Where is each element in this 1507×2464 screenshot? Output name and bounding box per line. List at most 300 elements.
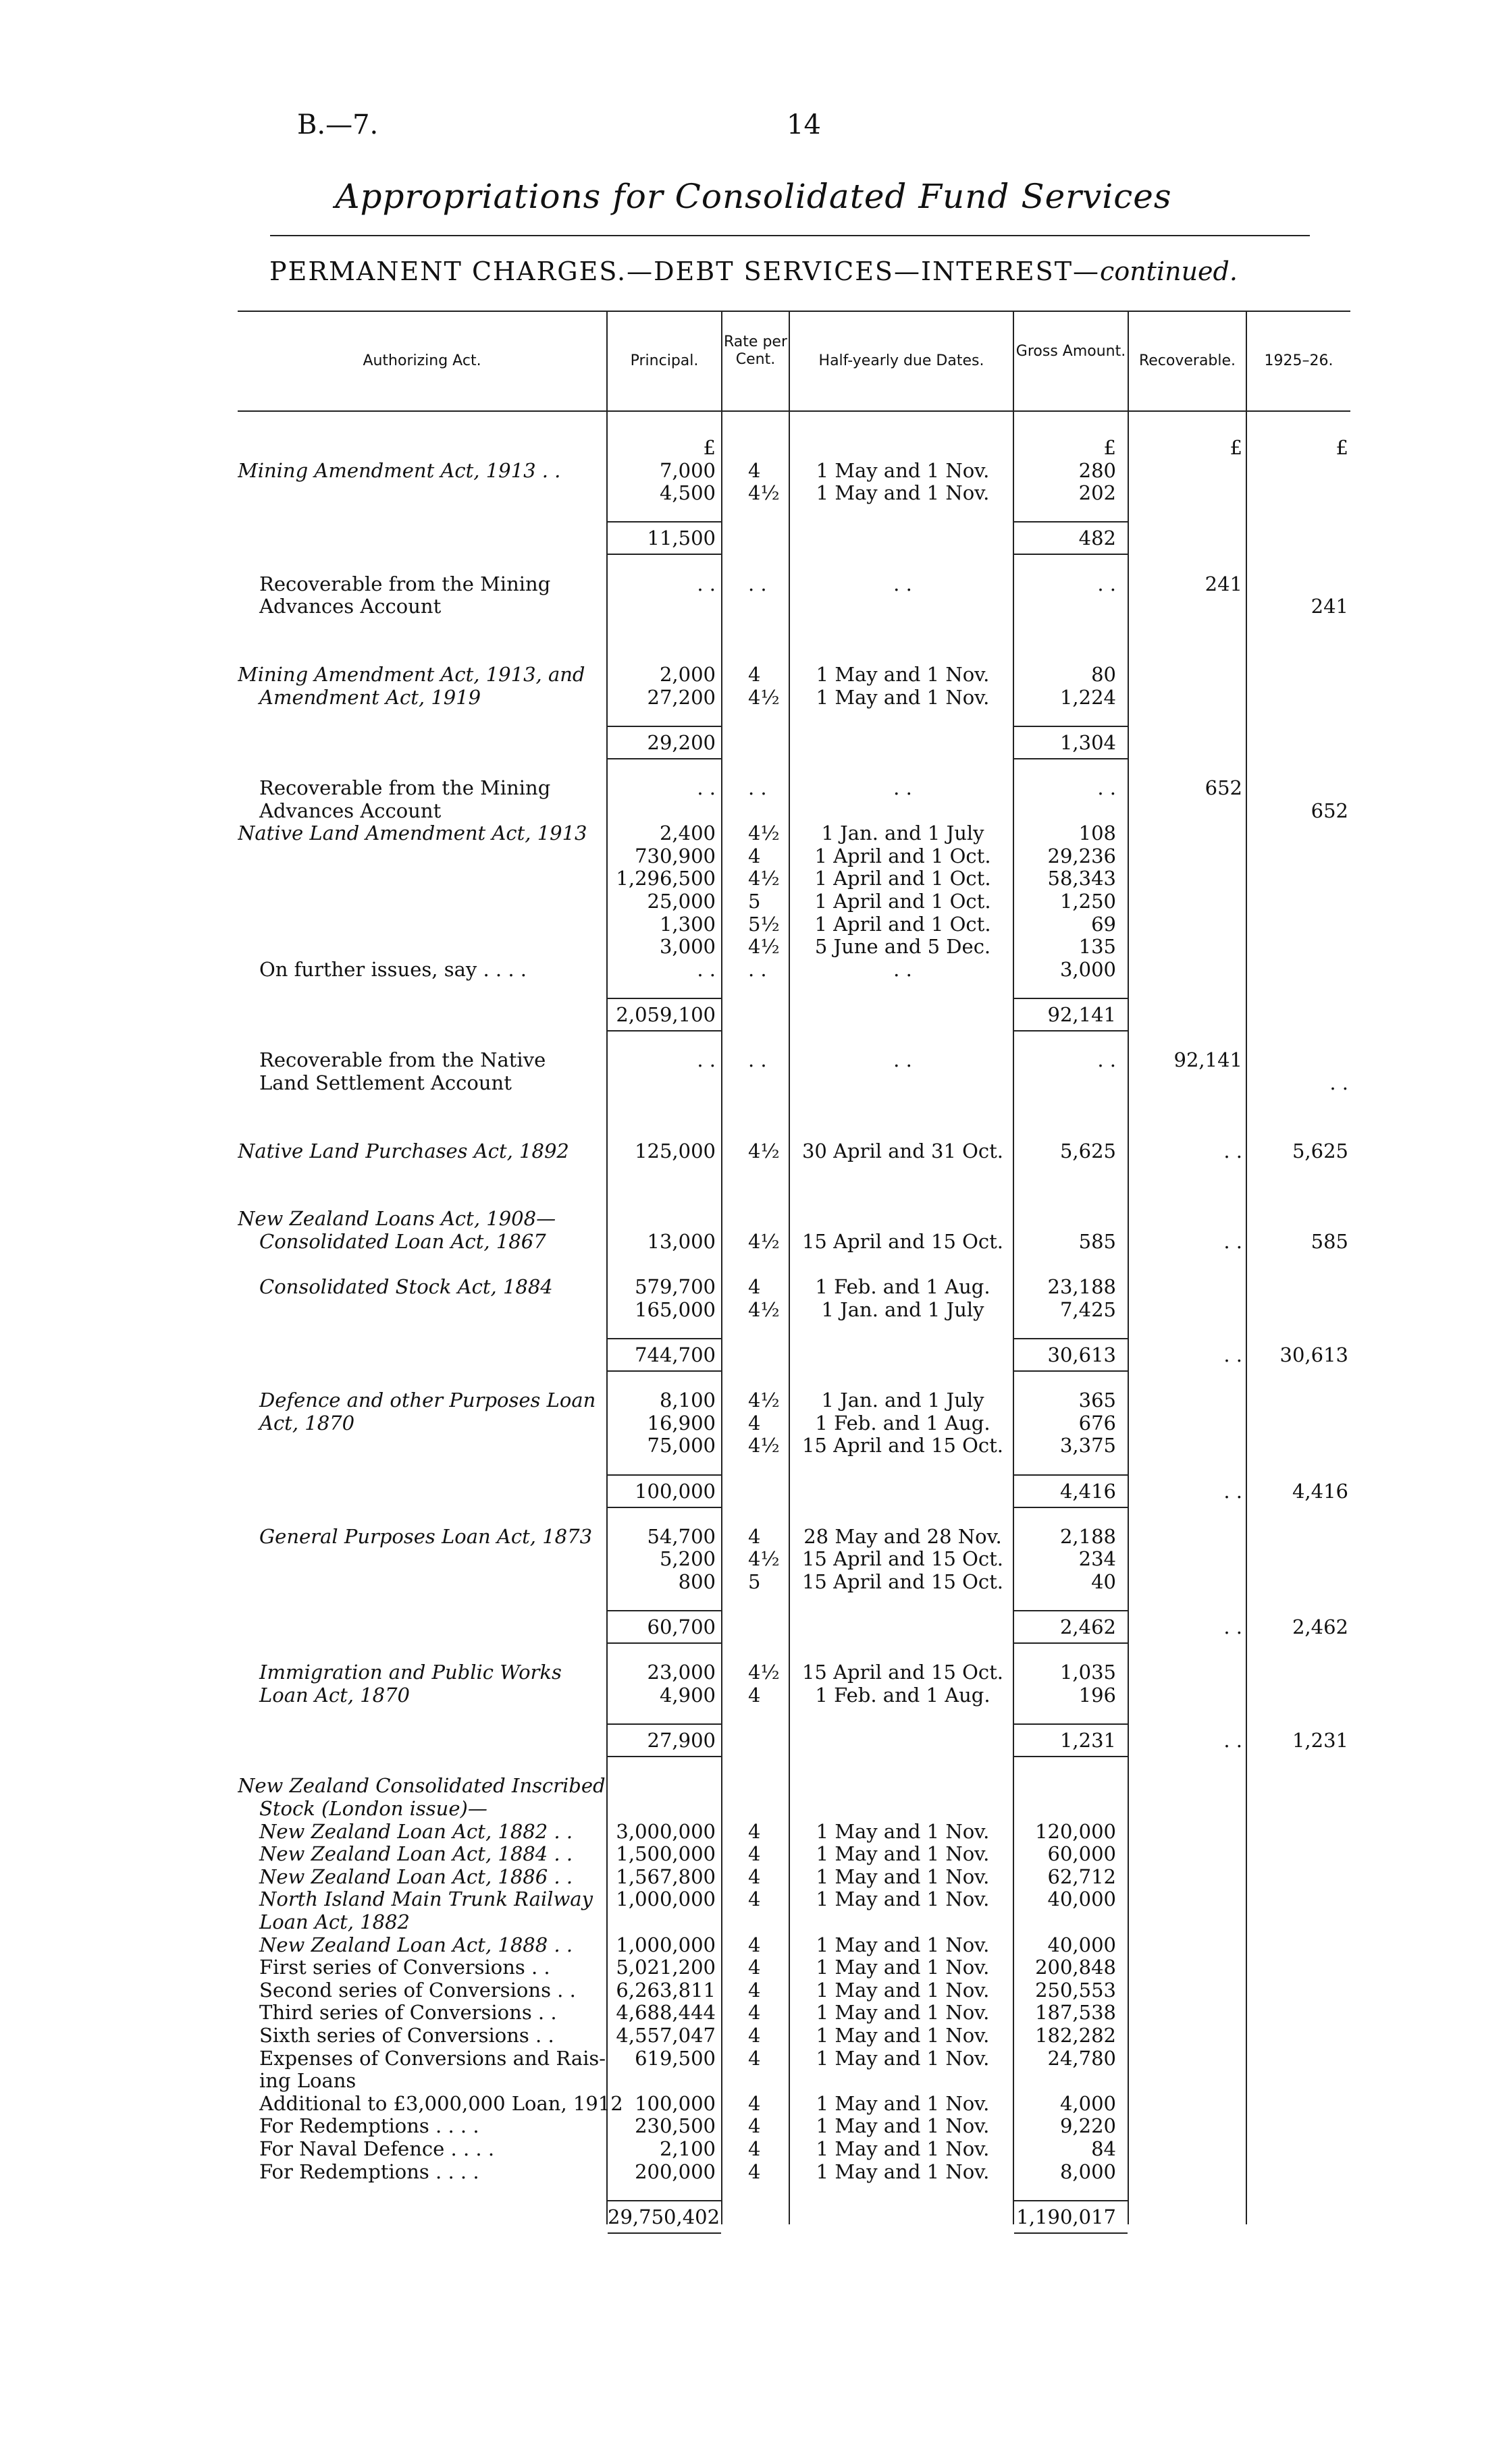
total-rule	[1014, 1610, 1128, 1611]
total-underline	[608, 554, 721, 555]
dates-cell: 1 Jan. and 1 July	[821, 1297, 984, 1321]
year-total-cell: . .	[1329, 1071, 1348, 1094]
total-rule	[608, 1338, 721, 1339]
rate-cell: 5½	[748, 912, 780, 936]
table-row	[0, 958, 1507, 981]
dates-cell: 1 May and 1 Nov.	[816, 1933, 990, 1956]
gross-cell: 29,236	[1047, 844, 1116, 867]
dates-cell: 1 May and 1 Nov.	[816, 2137, 990, 2160]
act-cell: Act, 1870	[259, 1411, 355, 1435]
rate-cell: 4	[748, 1933, 761, 1956]
total-rule	[608, 2200, 721, 2201]
gross-cell: 482	[1078, 527, 1116, 550]
year-total-cell: 5,625	[1292, 1139, 1348, 1162]
gross-cell: 3,000	[1059, 957, 1116, 981]
year-total-cell: £	[1336, 436, 1348, 459]
year-total-cell: 241	[1311, 595, 1348, 618]
rate-cell: 5	[748, 890, 761, 913]
recoverable-cell: 92,141	[1173, 1048, 1242, 1072]
rate-cell: 4½	[748, 481, 780, 505]
gross-cell: 1,304	[1059, 730, 1116, 754]
col-header-act: Authorizing Act.	[363, 352, 481, 369]
gross-cell: 108	[1078, 822, 1116, 845]
dates-cell: 1 Feb. and 1 Aug.	[815, 1275, 990, 1299]
rate-cell: 4½	[748, 1297, 780, 1321]
rate-cell: 4½	[748, 822, 780, 845]
principal-cell: 27,200	[647, 685, 716, 709]
table-row	[0, 1684, 1507, 1707]
total-underline	[1014, 758, 1128, 759]
table-total-row	[0, 1615, 1507, 1638]
table-total-row	[0, 1729, 1507, 1752]
principal-cell: 3,000	[659, 935, 716, 959]
act-cell: Second series of Conversions . .	[259, 1978, 576, 2002]
dates-cell: 1 May and 1 Nov.	[816, 663, 990, 686]
principal-cell: 3,000,000	[616, 1819, 716, 1843]
act-cell: Loan Act, 1882	[259, 1910, 410, 1933]
act-cell: For Naval Defence . . . .	[259, 2137, 495, 2160]
dates-cell: . .	[893, 776, 912, 799]
act-cell: New Zealand Loan Act, 1886 . .	[259, 1865, 573, 1888]
act-cell: Amendment Act, 1919	[259, 685, 481, 709]
principal-cell: 4,500	[659, 481, 716, 505]
gross-cell: £	[1103, 436, 1116, 459]
total-underline	[1014, 1756, 1128, 1757]
principal-cell: 60,700	[647, 1615, 716, 1639]
gross-cell: 69	[1091, 912, 1116, 936]
table-total-row	[0, 2205, 1507, 2228]
dates-cell: 1 May and 1 Nov.	[816, 1865, 990, 1888]
gross-cell: 3,375	[1059, 1434, 1116, 1457]
table-row	[0, 1140, 1507, 1162]
table-row	[0, 2092, 1507, 2115]
gross-cell: 365	[1078, 1389, 1116, 1412]
principal-cell: £	[703, 436, 716, 459]
principal-cell: 27,900	[647, 1729, 716, 1752]
table-row	[0, 1933, 1507, 1956]
rate-cell: 4	[748, 1978, 761, 2002]
table-row	[0, 1547, 1507, 1570]
gross-cell: 585	[1078, 1230, 1116, 1253]
principal-cell: 800	[678, 1570, 716, 1593]
gross-cell: . .	[1097, 1048, 1116, 1072]
dates-cell: 5 June and 5 Dec.	[814, 935, 991, 959]
principal-cell: 1,300	[659, 912, 716, 936]
table-row	[0, 2069, 1507, 2092]
rate-cell: 4½	[748, 1139, 780, 1162]
act-cell: Advances Account	[259, 799, 442, 822]
total-rule	[608, 521, 721, 523]
total-rule	[1014, 521, 1128, 523]
section-subtitle	[0, 257, 1507, 286]
total-rule	[1014, 1723, 1128, 1725]
act-cell: On further issues, say . . . .	[259, 957, 527, 981]
principal-cell: 100,000	[635, 2091, 716, 2115]
table-row	[0, 1956, 1507, 1979]
dates-cell: 15 April and 15 Oct.	[801, 1434, 1003, 1457]
act-cell: New Zealand Loan Act, 1884 . .	[259, 1842, 573, 1866]
gross-cell: 280	[1078, 458, 1116, 482]
dates-cell: 1 May and 1 Nov.	[816, 2046, 990, 2070]
table-row	[0, 867, 1507, 890]
table-row	[0, 1207, 1507, 1230]
gross-cell: 202	[1078, 481, 1116, 505]
principal-cell: 16,900	[647, 1411, 716, 1435]
year-total-cell: 1,231	[1292, 1729, 1348, 1752]
table-row	[0, 2024, 1507, 2047]
dates-cell: 15 April and 15 Oct.	[801, 1547, 1003, 1571]
principal-cell: 8,100	[659, 1389, 716, 1412]
table-row	[0, 1434, 1507, 1457]
total-underline	[608, 1030, 721, 1032]
principal-cell: 100,000	[635, 1479, 716, 1503]
gross-cell: 30,613	[1047, 1343, 1116, 1366]
dates-cell: 1 May and 1 Nov.	[816, 1842, 990, 1866]
table-row	[0, 1048, 1507, 1071]
dates-cell: 1 May and 1 Nov.	[816, 2024, 990, 2047]
table-row	[0, 1865, 1507, 1888]
table-row	[0, 572, 1507, 595]
table-row	[0, 1275, 1507, 1298]
rate-cell: 4	[748, 2046, 761, 2070]
act-cell: Consolidated Stock Act, 1884	[259, 1275, 553, 1299]
act-cell: Additional to £3,000,000 Loan, 1912	[259, 2091, 623, 2115]
rate-cell: 4	[748, 1524, 761, 1548]
col-header-dates: Half-yearly due Dates.	[818, 352, 984, 369]
dates-cell: 15 April and 15 Oct.	[801, 1570, 1003, 1593]
table-row	[0, 799, 1507, 822]
rate-cell: . .	[748, 572, 767, 595]
principal-cell: 6,263,811	[616, 1978, 716, 2002]
gross-cell: 135	[1078, 935, 1116, 959]
col-header-gross: Gross Amount.	[1015, 343, 1126, 360]
table-row	[0, 845, 1507, 867]
recoverable-cell: . .	[1223, 1479, 1242, 1503]
year-total-cell: 585	[1311, 1230, 1348, 1253]
principal-cell: 29,750,402	[608, 2205, 720, 2228]
gross-cell: 24,780	[1047, 2046, 1116, 2070]
recoverable-cell: . .	[1223, 1139, 1242, 1162]
subtitle-main: PERMANENT CHARGES.—DEBT SERVICES—INTEREST—	[269, 257, 1101, 286]
gross-cell: 676	[1078, 1411, 1116, 1435]
act-cell: Recoverable from the Mining	[259, 776, 551, 799]
rate-cell: 4	[748, 1684, 761, 1707]
dates-cell: 30 April and 31 Oct.	[801, 1139, 1003, 1162]
year-total-cell: 652	[1311, 799, 1348, 822]
total-rule	[1014, 1474, 1128, 1476]
table-row	[0, 890, 1507, 913]
table-row	[0, 595, 1507, 618]
col-header-recoverable: Recoverable.	[1138, 352, 1236, 369]
rate-cell: 4	[748, 1819, 761, 1843]
act-cell: Mining Amendment Act, 1913 . .	[238, 458, 561, 482]
principal-cell: 230,500	[635, 2114, 716, 2138]
gross-cell: 1,224	[1059, 685, 1116, 709]
dates-cell: . .	[893, 1048, 912, 1072]
table-row	[0, 481, 1507, 504]
principal-cell: 579,700	[635, 1275, 716, 1299]
table-row	[0, 2047, 1507, 2070]
rate-cell: 4	[748, 2091, 761, 2115]
principal-cell: 5,200	[659, 1547, 716, 1571]
col-header-rate: Rate per Cent.	[724, 333, 787, 368]
page-title: Appropriations for Consolidated Fund Services	[335, 177, 1172, 216]
gross-cell: 1,035	[1059, 1661, 1116, 1684]
total-underline	[1014, 1642, 1128, 1644]
rate-cell: 4½	[748, 1230, 780, 1253]
act-cell: North Island Main Trunk Railway	[259, 1887, 593, 1911]
principal-cell: . .	[697, 957, 716, 981]
gross-cell: 120,000	[1035, 1819, 1116, 1843]
rate-cell: 4	[748, 1842, 761, 1866]
gross-cell: 40,000	[1047, 1933, 1116, 1956]
table-header-rule	[238, 410, 1350, 412]
principal-cell: 2,059,100	[616, 1003, 716, 1026]
act-cell: Loan Act, 1870	[259, 1684, 410, 1707]
principal-cell: 2,000	[659, 663, 716, 686]
gross-cell: 182,282	[1035, 2024, 1116, 2047]
table-row	[0, 935, 1507, 958]
rate-cell: 4	[748, 2024, 761, 2047]
principal-cell: 7,000	[659, 458, 716, 482]
act-cell: Recoverable from the Mining	[259, 572, 551, 595]
dates-cell: 1 May and 1 Nov.	[816, 481, 990, 505]
total-underline	[608, 758, 721, 759]
rate-cell: 5	[748, 1570, 761, 1593]
rate-cell: 4	[748, 2001, 761, 2025]
principal-cell: 1,000,000	[616, 1933, 716, 1956]
dates-cell: 1 May and 1 Nov.	[816, 2114, 990, 2138]
page-number: 14	[787, 109, 821, 140]
document-reference: B.—7.	[297, 109, 379, 140]
total-rule	[608, 1723, 721, 1725]
table-row	[0, 1774, 1507, 1797]
table-total-row	[0, 731, 1507, 754]
dates-cell: 1 April and 1 Oct.	[814, 912, 991, 936]
col-header-principal: Principal.	[630, 352, 699, 369]
rate-cell: 4½	[748, 1547, 780, 1571]
total-underline	[608, 1642, 721, 1644]
table-row	[0, 1570, 1507, 1593]
act-cell: Expenses of Conversions and Rais-	[259, 2046, 606, 2070]
principal-cell: 25,000	[647, 890, 716, 913]
act-cell: New Zealand Loan Act, 1888 . .	[259, 1933, 573, 1956]
table-row	[0, 913, 1507, 936]
rate-cell: 4½	[748, 1661, 780, 1684]
act-cell: ing Loans	[259, 2069, 356, 2093]
recoverable-cell: . .	[1223, 1230, 1242, 1253]
table-row	[0, 1661, 1507, 1684]
year-total-cell: 30,613	[1279, 1343, 1348, 1366]
table-total-row	[0, 1003, 1507, 1026]
act-cell: Stock (London issue)—	[259, 1797, 487, 1820]
gross-cell: 60,000	[1047, 1842, 1116, 1866]
gross-cell: 2,462	[1059, 1615, 1116, 1639]
principal-cell: 619,500	[635, 2046, 716, 2070]
table-row	[0, 1797, 1507, 1820]
act-cell: Consolidated Loan Act, 1867	[259, 1230, 546, 1253]
gross-cell: 84	[1091, 2137, 1116, 2160]
principal-cell: 744,700	[635, 1343, 716, 1366]
dates-cell: 1 April and 1 Oct.	[814, 890, 991, 913]
gross-cell: 58,343	[1047, 867, 1116, 890]
total-underline	[1014, 1370, 1128, 1372]
act-cell: Third series of Conversions . .	[259, 2001, 557, 2025]
rate-cell: 4½	[748, 1434, 780, 1457]
rate-cell: 4	[748, 1275, 761, 1299]
gross-cell: 92,141	[1047, 1003, 1116, 1026]
recoverable-cell: . .	[1223, 1343, 1242, 1366]
table-row	[0, 1230, 1507, 1253]
recoverable-cell: £	[1230, 436, 1242, 459]
principal-cell: . .	[697, 1048, 716, 1072]
act-cell: Land Settlement Account	[259, 1071, 512, 1094]
principal-cell: 1,000,000	[616, 1887, 716, 1911]
dates-cell: 1 May and 1 Nov.	[816, 1819, 990, 1843]
dates-cell: 1 Jan. and 1 July	[821, 822, 984, 845]
subtitle-continued: continued.	[1100, 257, 1238, 286]
rate-cell: . .	[748, 1048, 767, 1072]
gross-cell: . .	[1097, 776, 1116, 799]
principal-cell: 13,000	[647, 1230, 716, 1253]
year-total-cell: 2,462	[1292, 1615, 1348, 1639]
gross-cell: 9,220	[1059, 2114, 1116, 2138]
rate-cell: 4	[748, 1887, 761, 1911]
rate-cell: 4½	[748, 867, 780, 890]
dates-cell: 1 May and 1 Nov.	[816, 685, 990, 709]
table-row	[0, 2114, 1507, 2137]
act-cell: Sixth series of Conversions . .	[259, 2024, 554, 2047]
dates-cell: 1 May and 1 Nov.	[816, 2001, 990, 2025]
rate-cell: 4½	[748, 1389, 780, 1412]
act-cell: General Purposes Loan Act, 1873	[259, 1524, 593, 1548]
total-underline	[608, 1507, 721, 1508]
rate-cell: 4	[748, 1956, 761, 1979]
gross-cell: 8,000	[1059, 2160, 1116, 2183]
table-row	[0, 1298, 1507, 1321]
principal-cell: 1,500,000	[616, 1842, 716, 1866]
gross-cell: 1,231	[1059, 1729, 1116, 1752]
total-underline	[1014, 1507, 1128, 1508]
gross-cell: 80	[1091, 663, 1116, 686]
principal-cell: 54,700	[647, 1524, 716, 1548]
principal-cell: 165,000	[635, 1297, 716, 1321]
dates-cell: 1 May and 1 Nov.	[816, 458, 990, 482]
gross-cell: 40,000	[1047, 1887, 1116, 1911]
dates-cell: . .	[893, 572, 912, 595]
gross-cell: 1,250	[1059, 890, 1116, 913]
gross-cell: 250,553	[1035, 1978, 1116, 2002]
table-total-row	[0, 1480, 1507, 1503]
total-rule	[608, 998, 721, 999]
rate-cell: . .	[748, 776, 767, 799]
dates-cell: 15 April and 15 Oct.	[801, 1661, 1003, 1684]
principal-cell: 730,900	[635, 844, 716, 867]
gross-cell: 4,416	[1059, 1479, 1116, 1503]
rate-cell: 4	[748, 1865, 761, 1888]
rate-cell: 4	[748, 2160, 761, 2183]
table-row	[0, 1910, 1507, 1933]
dates-cell: 1 Feb. and 1 Aug.	[815, 1684, 990, 1707]
gross-cell: 40	[1091, 1570, 1116, 1593]
dates-cell: 28 May and 28 Nov.	[803, 1524, 1002, 1548]
dates-cell: 1 May and 1 Nov.	[816, 2160, 990, 2183]
total-underline	[1014, 554, 1128, 555]
table-row	[0, 1842, 1507, 1865]
rate-cell: 4	[748, 844, 761, 867]
gross-cell: 1,190,017	[1016, 2205, 1116, 2228]
dates-cell: 1 May and 1 Nov.	[816, 2091, 990, 2115]
total-rule	[608, 1610, 721, 1611]
principal-cell: . .	[697, 572, 716, 595]
table-row	[0, 2160, 1507, 2183]
table-row	[0, 1389, 1507, 1412]
act-cell: Advances Account	[259, 595, 442, 618]
table-row	[0, 1525, 1507, 1548]
rate-cell: 4½	[748, 685, 780, 709]
act-cell: Recoverable from the Native	[259, 1048, 546, 1072]
total-underline	[608, 1756, 721, 1757]
gross-cell: . .	[1097, 572, 1116, 595]
principal-cell: 1,567,800	[616, 1865, 716, 1888]
act-cell: Native Land Amendment Act, 1913	[238, 822, 587, 845]
table-row	[0, 1820, 1507, 1843]
table-top-rule	[238, 311, 1350, 312]
act-cell: Native Land Purchases Act, 1892	[238, 1139, 569, 1162]
act-cell: Mining Amendment Act, 1913, and	[238, 663, 585, 686]
principal-cell: 23,000	[647, 1661, 716, 1684]
table-row	[0, 1412, 1507, 1435]
rate-cell: 4½	[748, 935, 780, 959]
dates-cell: 1 May and 1 Nov.	[816, 1887, 990, 1911]
table-row	[0, 1071, 1507, 1094]
gross-cell: 5,625	[1059, 1139, 1116, 1162]
gross-cell: 234	[1078, 1547, 1116, 1571]
table-row	[0, 1887, 1507, 1910]
dates-cell: 1 May and 1 Nov.	[816, 1956, 990, 1979]
total-rule	[1014, 998, 1128, 999]
table-row	[0, 1979, 1507, 2002]
principal-cell: 125,000	[635, 1139, 716, 1162]
principal-cell: 200,000	[635, 2160, 716, 2183]
recoverable-cell: 241	[1205, 572, 1242, 595]
total-rule	[608, 1474, 721, 1476]
dates-cell: 1 Feb. and 1 Aug.	[815, 1411, 990, 1435]
rate-cell: 4	[748, 663, 761, 686]
act-cell: Defence and other Purposes Loan	[259, 1389, 596, 1412]
table-row	[0, 2001, 1507, 2024]
table-row	[0, 2137, 1507, 2160]
gross-cell: 4,000	[1059, 2091, 1116, 2115]
recoverable-cell: . .	[1223, 1615, 1242, 1639]
rate-cell: 4	[748, 458, 761, 482]
principal-cell: 2,100	[659, 2137, 716, 2160]
table-total-row	[0, 1343, 1507, 1366]
principal-cell: 29,200	[647, 730, 716, 754]
total-underline	[1014, 1030, 1128, 1032]
principal-cell: 4,557,047	[616, 2024, 716, 2047]
table-row	[0, 822, 1507, 845]
recoverable-cell: . .	[1223, 1729, 1242, 1752]
principal-cell: 1,296,500	[616, 867, 716, 890]
gross-cell: 187,538	[1035, 2001, 1116, 2025]
total-rule	[608, 726, 721, 727]
act-cell: New Zealand Loan Act, 1882 . .	[259, 1819, 573, 1843]
act-cell: New Zealand Loans Act, 1908—	[238, 1207, 556, 1231]
table-row	[0, 686, 1507, 709]
title-rule	[270, 235, 1310, 236]
dates-cell: 1 May and 1 Nov.	[816, 1978, 990, 2002]
